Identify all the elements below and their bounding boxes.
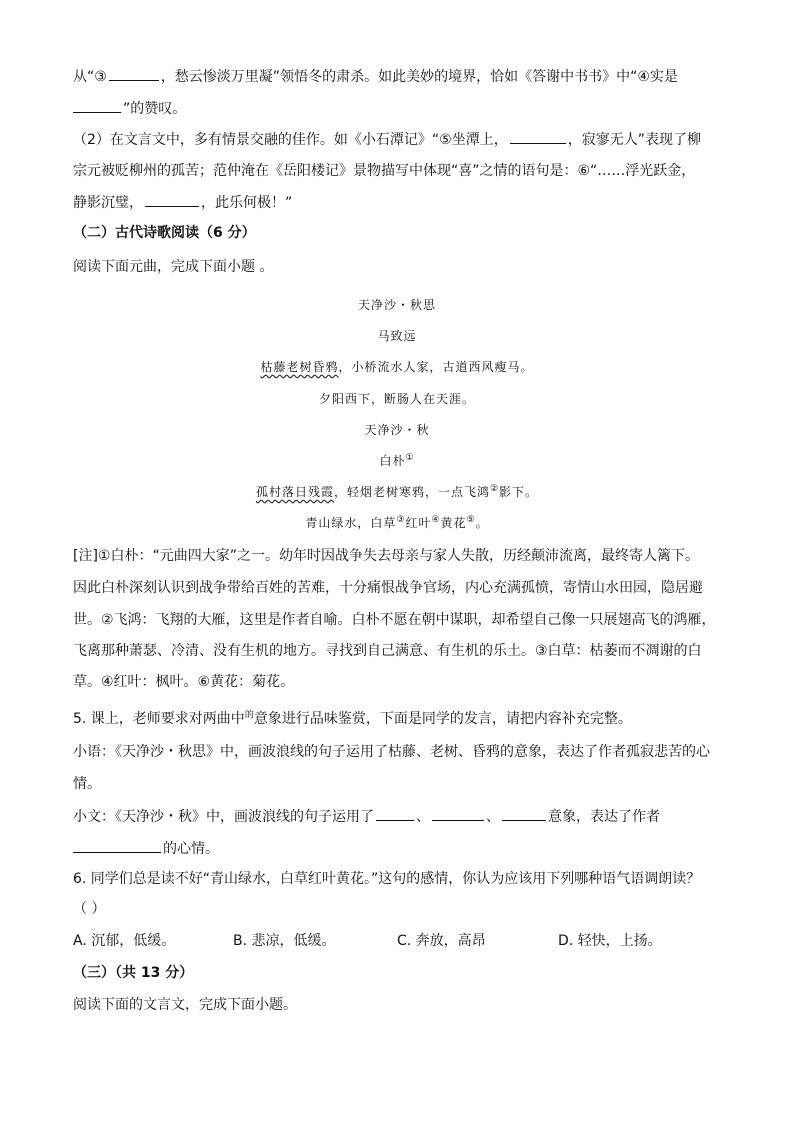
answer-blank-6[interactable] [145,192,199,207]
text-segment: 的 [244,710,254,721]
poem2-line-1 [0,483,794,501]
notes-line-2: 因此白朴深刻认识到战争带给百姓的苦难，十分痛恨战争官场，内心充满孤愤，寄情山水田园，隐居避 [73,580,703,596]
text-segment: 5. 课上，老师要求对两曲中 [73,711,245,727]
option-label: B. [233,933,248,949]
poem2-author [0,452,794,470]
option-label: A. [73,933,87,949]
text-segment: 影下。 [499,485,539,499]
section-2-instruction: 阅读下面元曲，完成下面小题 。 [73,259,274,275]
option-label: D. [558,933,574,949]
poem1-author: 马致远 [377,329,417,343]
text-segment: 黄花 [440,516,467,530]
footnote-marker: ⑤ [466,515,476,525]
text-segment: 小文：《天净沙・秋》中，画波浪线的句子运用了 [73,809,374,825]
wavy-underlined-text: 孤村落日残霞 [255,485,334,499]
q5-line-1 [73,709,632,729]
q6-option-a[interactable] [73,931,175,951]
intro-line-2 [73,98,186,119]
text-segment: 静影沉璧， [73,195,143,211]
q5-line-2: 小语：《天净沙・秋思》中，画波浪线的句子运用了枯藤、老树、昏鸦的意象，表达了作者孤寂悲苦的心 [73,744,710,760]
answer-blank-feeling[interactable] [73,838,161,853]
text-segment: 、 [416,809,430,825]
footnote-marker: ② [489,484,500,494]
answer-blank-3[interactable] [109,66,159,81]
intro-line-1 [73,66,678,87]
q5-line-3: 情。 [73,776,101,792]
q6-option-b[interactable] [233,931,336,951]
notes-line-5: 草。④红叶：枫叶。⑥黄花：菊花。 [73,674,295,690]
section-2-heading: （二）古代诗歌阅读（6 分） [73,225,256,241]
poem1-title: 天净沙・秋思 [357,298,436,312]
q5-line-4 [73,806,660,827]
text-segment: 红叶 [405,516,432,530]
answer-blank-image-1[interactable] [376,806,414,821]
section-3-instruction: 阅读下面的文言文，完成下面小题。 [73,997,297,1013]
q5-line-5 [73,838,219,859]
answer-blank-image-2[interactable] [432,806,484,821]
q6-answer-paren[interactable]: （ ） [73,901,106,917]
notes-line-4: 飞离那种萧瑟、冷清、没有生机的地方。寻找到自己满意、有生机的乐土。③白草：枯萎而不凋谢的白 [73,643,702,659]
text-segment: ，愁云惨淡万里凝”领悟冬的肃杀。如此美妙的境界，恰如《答谢中书书》中“④实是 [160,69,678,85]
option-label: C. [397,933,412,949]
option-text: 轻快，上扬。 [577,933,662,949]
footnote-marker: ③ [396,515,406,525]
text-segment: 的心情。 [163,841,219,857]
footnote-marker: ① [405,453,415,463]
wavy-underlined-text: 枯藤老树昏鸦 [260,360,339,374]
text-segment: 白朴 [379,454,406,468]
q2-line-1 [73,129,701,150]
q2-line-2: 宗元被贬柳州的孤苦；范仲淹在《岳阳楼记》景物描写中体现“喜”之情的语句是：⑥“……浮光跃金， [73,163,696,179]
text-segment: 意象，表达了作者 [548,809,660,825]
answer-blank-4[interactable] [73,98,121,113]
text-segment: 从“③ [73,69,107,85]
text-segment: 意象进行品味鉴赏，下面是同学的发言，请把内容补充完整。 [253,711,632,727]
q6-option-c[interactable] [397,931,486,951]
text-segment: ，寂寥无人”表现了柳 [567,132,701,148]
text-segment: 、 [486,809,500,825]
text-segment: （2）在文言文中，多有情景交融的佳作。如《小石潭记》“⑤坐潭上， [73,132,508,148]
text-segment: ”的赞叹。 [123,101,187,117]
q6-question: 6. 同学们总是读不好“青山绿水，白草红叶黄花。”这句的感情，你认为应该用下列哪种语气语调朗读？ [73,871,701,887]
notes-line-1: [注]①白朴：“元曲四大家”之一。幼年时因战争失去母亲与家人失散，历经颠沛流离，最终寄人篱下。 [73,548,699,564]
text-segment: 青山绿水，白草 [305,516,397,530]
option-text: 沉郁，低缓。 [91,933,176,949]
notes-line-3: 世。②飞鸿：飞翔的大雁，这里是作者自喻。白朴不愿在朝中谋职，却希望自己像一只展翅高飞的鸿雁， [73,612,716,628]
answer-blank-image-3[interactable] [502,806,546,821]
text-segment: ，小桥流水人家，古道西风瘦马。 [338,360,534,374]
q2-line-3 [73,192,292,213]
answer-blank-5[interactable] [510,129,566,144]
poem1-line-1 [0,358,794,376]
text-segment: ，轻烟老树寒鸦，一点飞鸿 [333,485,490,499]
text-segment: 。 [475,516,489,530]
option-text: 悲凉，低缓。 [251,933,336,949]
text-segment: ，此乐何极！” [201,195,293,211]
poem1-line-2: 夕阳西下，断肠人在天涯。 [318,392,475,406]
footnote-marker: ④ [431,515,441,525]
option-text: 奔放，高昂 [415,933,486,949]
q6-option-d[interactable] [558,931,662,951]
section-3-heading: （三）（共 13 分） [73,965,194,981]
poem2-title: 天净沙・秋 [364,423,430,437]
poem2-line-2 [0,514,794,532]
